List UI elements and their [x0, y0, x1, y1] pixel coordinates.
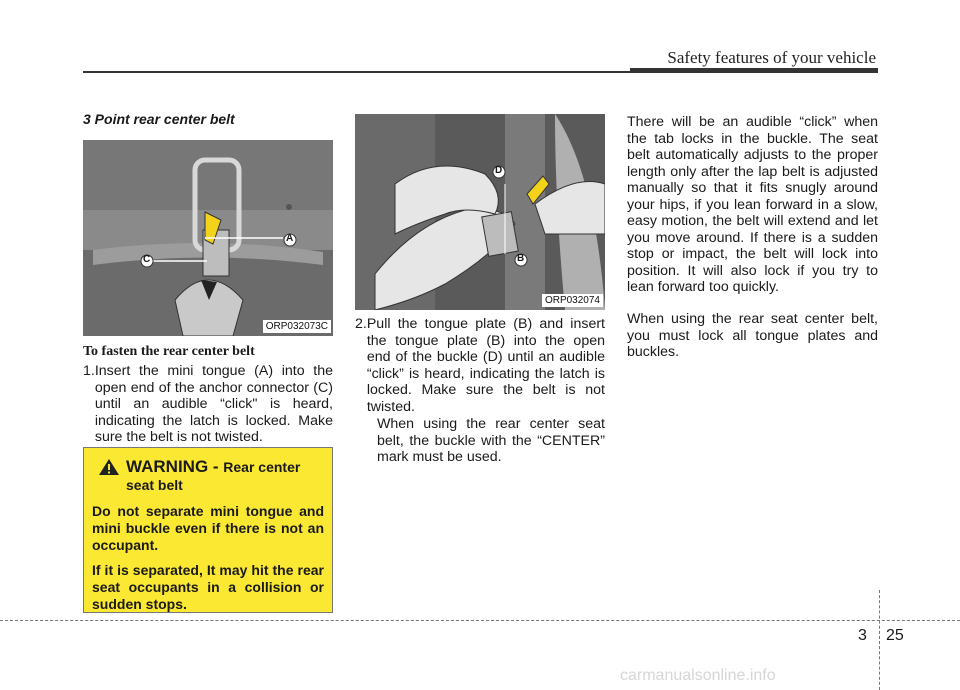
header-rule-accent — [630, 68, 878, 73]
right-column-para-2: When using the rear seat center belt, you must lock all tongue plates and buckles. — [627, 311, 878, 360]
step-number: 2. — [355, 316, 367, 332]
footer-divider — [879, 590, 880, 690]
section-heading: 3 Point rear center belt — [83, 111, 235, 127]
step-text: Pull the tongue plate (B) and insert the tongue plate (B) into the open end of the buckle (D) until an audible “click” is heard, indicating the latch is locked. Make sure the belt is not twisted. — [366, 316, 605, 415]
image-code: ORP032074 — [542, 294, 603, 307]
step-text: Insert the mini tongue (A) into the open end of the anchor connector (C) until an audible “click" is heard, indicating the latch is locked. Make sure the belt is not twisted. — [94, 363, 333, 445]
instruction-step-2 — [355, 316, 605, 415]
photo-tongue-plate-buckle — [355, 114, 605, 310]
page-chapter-number: 3 — [858, 627, 867, 644]
callout-label-c: C — [143, 254, 151, 265]
image-code: ORP032073C — [263, 320, 331, 333]
warning-box — [83, 447, 333, 613]
step-number: 1. — [83, 363, 95, 379]
instructions-subheading: To fasten the rear center belt — [83, 344, 255, 359]
callout-label-a: A — [286, 233, 294, 244]
callout-label-b: B — [517, 253, 525, 264]
warning-text-2: If it is separated, It may hit the rear seat occupants in a collision or sudden stops. — [92, 562, 324, 612]
illustration-buckle-insertion — [355, 114, 605, 310]
page-number: 25 — [886, 627, 904, 644]
warning-title: WARNING - — [126, 457, 224, 476]
right-column-para-1: There will be an audible “click” when the tab locks in the buckle. The seat belt automatically adjusts to the proper length only after the lap belt is adjusted manually so that it fits snugly around your hips, if you lean forward in a slow, easy motion, the belt will extend and let you move around. If there is a sudden stop or impact, the belt will lock into position. It will also lock if you try to lean forward too quickly. — [627, 114, 878, 295]
instruction-step-1 — [83, 363, 333, 446]
header-section-title: Safety features of your vehicle — [667, 48, 876, 67]
warning-header — [92, 458, 324, 495]
footer-rule — [0, 620, 960, 621]
callout-label-d: D — [495, 165, 503, 176]
watermark: carmanualsonline.info — [620, 667, 776, 684]
illustration-anchor-connector — [83, 140, 333, 336]
warning-text-1: Do not separate mini tongue and mini buckle even if there is not an occupant. — [92, 503, 324, 553]
instruction-step-2-note: When using the rear center seat belt, the buckle with the “CENTER” mark must be used. — [377, 416, 605, 465]
photo-rear-center-anchor — [83, 140, 333, 336]
warning-subtitle: Rear center seat belt — [126, 459, 301, 493]
warning-triangle-icon — [98, 458, 120, 476]
